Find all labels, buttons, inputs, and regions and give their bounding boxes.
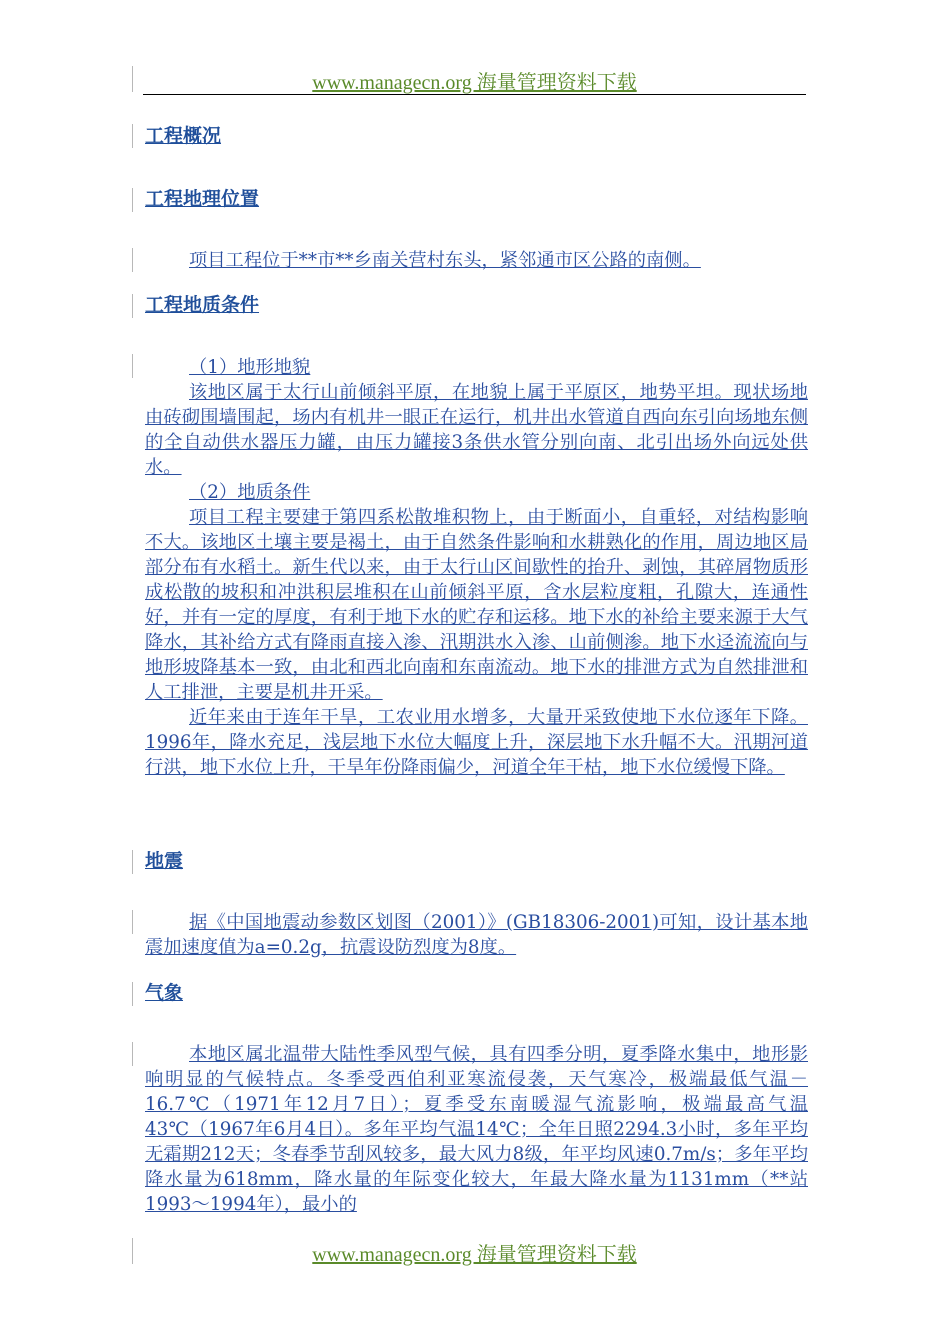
climate-section (145, 1042, 808, 1217)
terrain-subtitle[interactable]: （1）地形地貌 (189, 357, 311, 378)
heading-overview[interactable]: 工程概况 (145, 125, 222, 147)
earthquake-paragraph[interactable]: 据《中国地震动参数区划图（2001）》(GB18306-2001)可知，设计基本地震加速度值为a=0.2g，抗震设防烈度为8度。 (145, 912, 808, 958)
footer-link[interactable]: www.managecn.org 海量管理资料下载 (312, 1244, 637, 1266)
margin-marker (132, 910, 133, 934)
margin-marker (132, 1042, 133, 1066)
margin-marker (132, 66, 133, 92)
margin-marker (132, 294, 133, 318)
margin-marker (132, 354, 133, 378)
margin-marker (132, 248, 133, 272)
header-link[interactable]: www.managecn.org 海量管理资料下载 (312, 72, 637, 94)
margin-marker (132, 982, 133, 1006)
margin-marker (132, 850, 133, 874)
heading-location[interactable]: 工程地理位置 (145, 188, 260, 210)
header-rule (143, 94, 806, 95)
margin-marker (132, 1238, 133, 1264)
climate-paragraph[interactable]: 本地区属北温带大陆性季风型气候，具有四季分明，夏季降水集中，地形影响明显的气候特点。冬季受西伯利亚寒流侵袭，天气寒冷，极端最低气温－16.7℃（1971年12月7日）；夏季受东南暖湿气流影响，极端最高气温43℃（1967年6月4日）。多年平均气温14℃；全年日照2294.3小时，多年平均无霜期212天；冬春季节刮风较多，最大风力8级，年平均风速0.7m/s；多年平均降水量为618mm，降水量的年际变化较大，年最大降水量为1131mm（**站1993～1994年），最小的 (145, 1044, 808, 1215)
earthquake-section (145, 910, 808, 960)
location-paragraph[interactable]: 项目工程位于**市**乡南关营村东头，紧邻通市区公路的南侧。 (189, 250, 701, 271)
heading-earthquake[interactable]: 地震 (145, 850, 184, 872)
margin-marker (132, 188, 133, 212)
condition-paragraph[interactable]: 项目工程主要建于第四系松散堆积物上，由于断面小，自重轻，对结构影响不大。该地区土壤主要是褐土，由于自然条件影响和水耕熟化的作用，周边地区局部分布有水稻土。新生代以来，由于太行山区间歇性的抬升、剥蚀，其碎屑物质形成松散的坡积和冲洪积层堆积在山前倾斜平原，含水层粒度粗，孔隙大，连通性好，并有一定的厚度，有利于地下水的贮存和运移。地下水的补给主要来源于大气降水，其补给方式有降雨直接入渗、汛期洪水入渗、山前侧渗。地下水迳流流向与地形坡降基本一致，由北和西北向南和东南流动。地下水的排泄方式为自然排泄和人工排泄，主要是机井开采。 (145, 507, 808, 703)
heading-climate[interactable]: 气象 (145, 982, 184, 1004)
margin-marker (132, 124, 133, 148)
geology-section (145, 355, 808, 780)
terrain-paragraph[interactable]: 该地区属于太行山前倾斜平原，在地貌上属于平原区，地势平坦。现状场地由砖砌围墙围起，场内有机井一眼正在运行，机井出水管道自西向东引向场地东侧的全自动供水器压力罐，由压力罐接3条供水管分别向南、北引出场外向远处供水。 (145, 382, 808, 478)
groundwater-paragraph[interactable]: 近年来由于连年干旱，工农业用水增多，大量开采致使地下水位逐年下降。1996年，降水充足，浅层地下水位大幅度上升，深层地下水升幅不大。汛期河道行洪，地下水位上升，干旱年份降雨偏少，河道全年干枯，地下水位缓慢下降。 (145, 707, 808, 778)
condition-subtitle[interactable]: （2）地质条件 (189, 482, 311, 503)
heading-geology[interactable]: 工程地质条件 (145, 294, 260, 316)
location-section (145, 248, 808, 273)
